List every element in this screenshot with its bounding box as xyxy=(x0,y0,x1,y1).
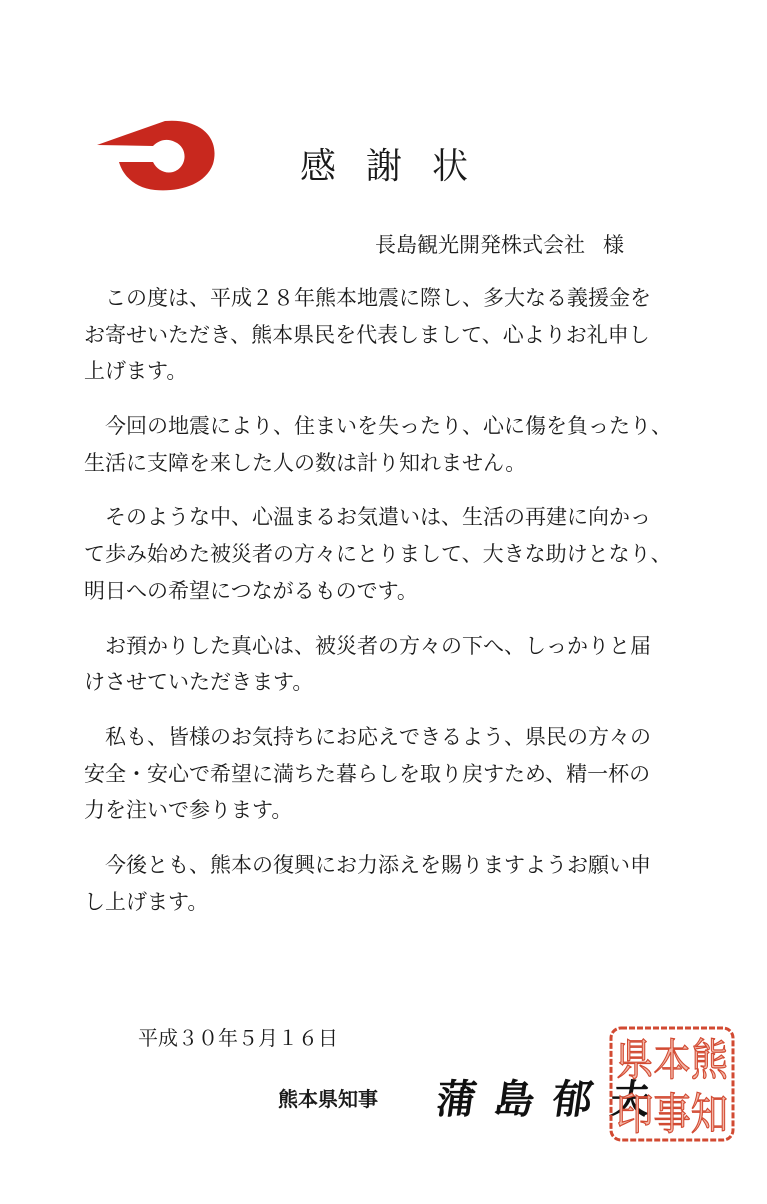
body-line: 上げます。 xyxy=(84,359,188,384)
body-line: 生活に支障を来した人の数は計り知れません。 xyxy=(84,450,527,475)
body-line: お寄せいただき、熊本県民を代表しまして、心よりお礼申し xyxy=(84,322,650,347)
signer-title: 熊本県知事 xyxy=(278,1087,378,1111)
issue-date: 平成３０年５月１６日 xyxy=(138,1026,338,1050)
body-line: 今後とも、熊本の復興にお力添えを賜りますようお願い申 xyxy=(105,852,651,877)
official-seal-icon xyxy=(608,1025,736,1143)
paragraph xyxy=(84,628,724,701)
body-line: けさせていただきます。 xyxy=(84,670,314,695)
seal-text-bottom: 印事知 xyxy=(616,1089,728,1140)
body-line: この度は、平成２８年熊本地震に際し、多大なる義援金を xyxy=(105,286,651,310)
body-line: し上げます。 xyxy=(84,889,209,914)
governor-signature: 蒲島郁夫 xyxy=(433,1076,672,1123)
body-line: 明日への希望につながるものです。 xyxy=(84,578,418,603)
recipient-honorific: 様 xyxy=(603,233,624,257)
body-line: 力を注いで参ります。 xyxy=(84,798,293,823)
body-line: 安全・安心で希望に満ちた暮らしを取り戻すため、精一杯の xyxy=(84,761,651,786)
seal-text-top: 県本熊 xyxy=(616,1035,729,1086)
recipient xyxy=(375,229,624,259)
certificate-title: 感謝状 xyxy=(300,146,499,187)
paragraph xyxy=(84,847,724,920)
certificate-body xyxy=(84,280,724,920)
body-line: 私も、皆様のお気持ちにお応えできるよう、県民の方々の xyxy=(105,724,651,749)
body-line: お預かりした真心は、被災者の方々の下へ、しっかりと届 xyxy=(105,633,651,658)
paragraph xyxy=(84,280,724,390)
recipient-name: 長島観光開発株式会社 xyxy=(375,233,585,257)
kumamoto-prefecture-emblem-icon xyxy=(95,112,220,194)
body-line: て歩み始めた被災者の方々にとりまして、大きな助けとなり、 xyxy=(84,542,672,567)
body-line: そのような中、心温まるお気遣いは、生活の再建に向かっ xyxy=(105,505,651,530)
paragraph xyxy=(84,499,724,609)
paragraph xyxy=(84,408,724,481)
paragraph xyxy=(84,719,724,829)
body-line: 今回の地震により、住まいを失ったり、心に傷を負ったり、 xyxy=(105,414,672,439)
